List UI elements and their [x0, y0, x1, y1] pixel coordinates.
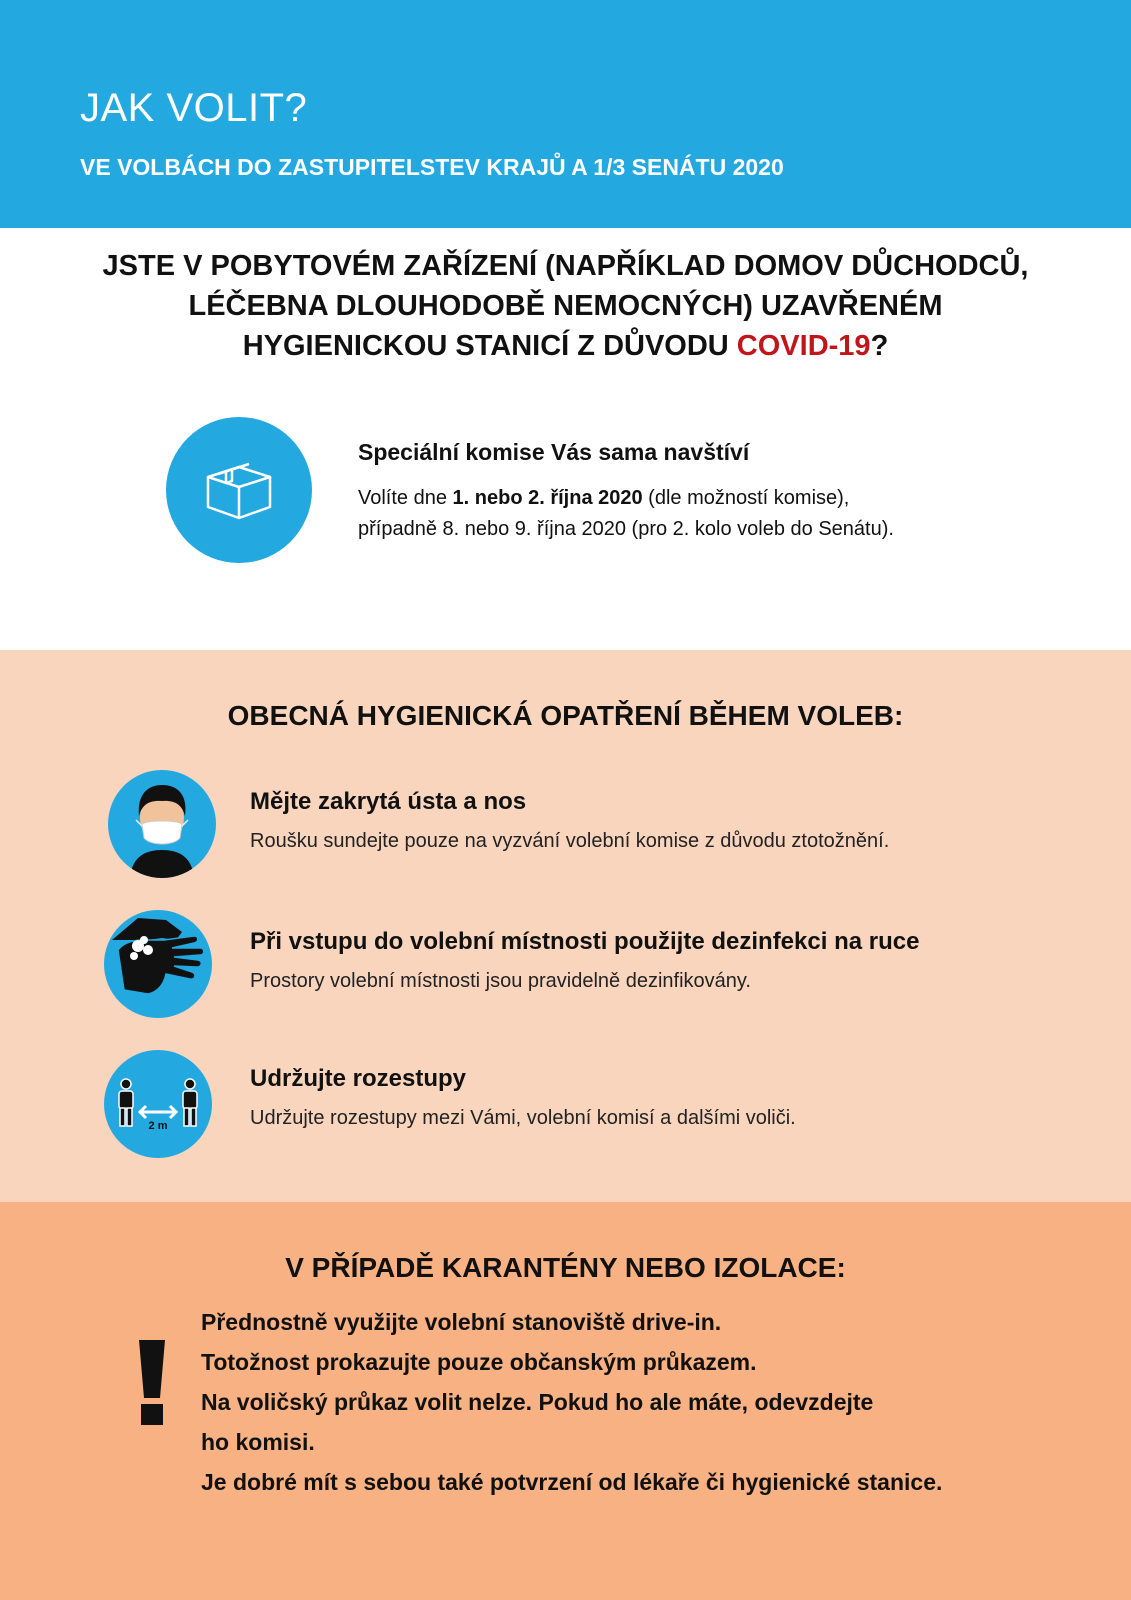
distance-label: 2 m — [148, 1120, 168, 1132]
quarantine-instructions — [201, 1302, 1081, 1502]
quarantine-line-1: Přednostně využijte volební stanoviště drive-in. — [201, 1309, 722, 1335]
covid-highlight: COVID-19 — [736, 330, 871, 362]
question-line-2: LÉČEBNA DLOUHODOBĚ NEMOCNÝCH) UZAVŘENÉM — [188, 290, 943, 322]
mask-item-title: Mějte zakrytá ústa a nos — [250, 788, 527, 815]
question-mark: ? — [870, 330, 889, 362]
question-line-3-text: HYGIENICKOU STANICÍ Z DŮVODU — [242, 330, 737, 362]
sanitizer-item-text: Prostory volební místnosti jsou pravidelně dezinfikovány. — [250, 970, 751, 992]
distance-item-text: Udržujte rozestupy mezi Vámi, volební komisí a dalšími voliči. — [250, 1107, 796, 1129]
box-icon — [166, 417, 312, 563]
quarantine-section-title: V PŘÍPADĚ KARANTÉNY NEBO IZOLACE: — [285, 1252, 846, 1283]
main-question — [0, 246, 1131, 366]
quarantine-line-4: ho komisi. — [201, 1429, 315, 1455]
page-title: JAK VOLIT? — [80, 86, 308, 130]
quarantine-line-5: Je dobré mít s sebou také potvrzení od lékaře či hygienické stanice. — [201, 1469, 943, 1495]
sanitizer-item-title: Při vstupu do volební místnosti použijte dezinfekci na ruce — [250, 928, 920, 955]
question-line-1: JSTE V POBYTOVÉM ZAŘÍZENÍ (NAPŘÍKLAD DOMOV DŮCHODCŮ, — [102, 250, 1029, 282]
special-text-part-2: (dle možností komise), — [642, 487, 850, 509]
special-text-line-2: případně 8. nebo 9. října 2020 (pro 2. kolo voleb do Senátu). — [358, 518, 894, 540]
question-line-3 — [0, 326, 1131, 366]
header-banner — [0, 0, 1131, 228]
exclamation-icon — [137, 1340, 167, 1425]
hand-sanitizer-icon — [104, 910, 212, 1018]
social-distance-icon — [104, 1050, 212, 1158]
special-commission-title: Speciální komise Vás sama navštíví — [358, 439, 750, 465]
special-commission-text — [358, 483, 1058, 545]
mask-item-text: Roušku sundejte pouze na vyzvání volební komise z důvodu ztotožnění. — [250, 830, 890, 852]
face-mask-icon — [108, 770, 216, 878]
special-text-part-1: Volíte dne — [358, 487, 453, 509]
distance-item-title: Udržujte rozestupy — [250, 1065, 467, 1092]
hygiene-section-title: OBECNÁ HYGIENICKÁ OPATŘENÍ BĚHEM VOLEB: — [227, 700, 904, 731]
quarantine-line-3: Na voličský průkaz volit nelze. Pokud ho ale máte, odevzdejte — [201, 1389, 874, 1415]
quarantine-line-2: Totožnost prokazujte pouze občanským průkazem. — [201, 1349, 757, 1375]
special-text-dates: 1. nebo 2. října 2020 — [452, 487, 643, 509]
page-subtitle: VE VOLBÁCH DO ZASTUPITELSTEV KRAJŮ A 1/3 SENÁTU 2020 — [80, 154, 784, 180]
